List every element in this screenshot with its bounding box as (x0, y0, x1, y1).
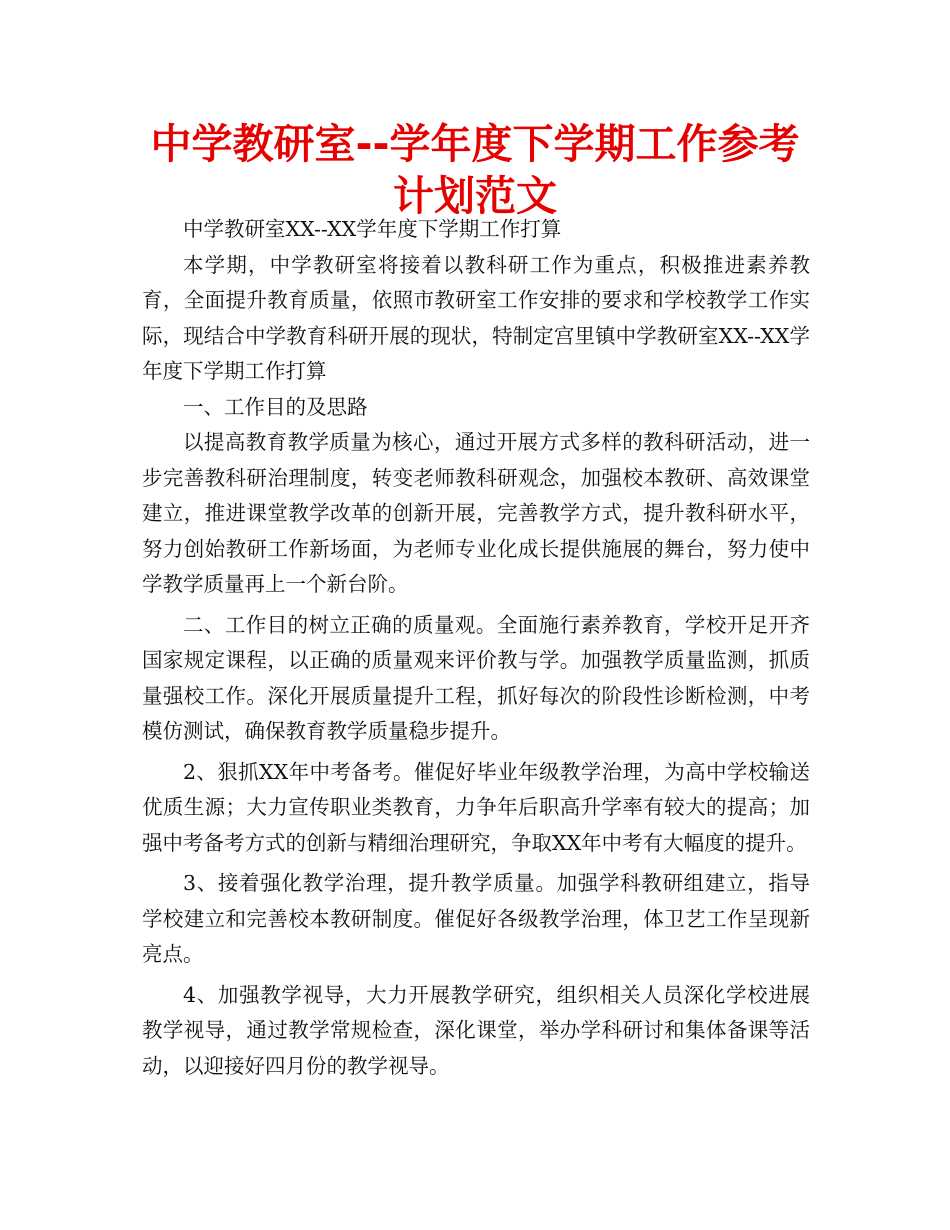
intro-paragraph: 本学期，中学教研室将接着以教科研工作为重点，积极推进素养教育，全面提升教育质量，依照市教研室工作安排的要求和学校教学工作实际，现结合中学教育科研开展的现状，特制定宫里镇中学教研室XX--XX学年度下学期工作打算 (142, 252, 810, 383)
exam-paragraph: 2、狠抓XX年中考备考。催促好毕业年级教学治理，为高中学校输送优质生源；大力宣传职业类教育，力争年后职高升学率有较大的提高；加强中考备考方式的创新与精细治理研究，争取XX年中考有大幅度的提升。 (142, 759, 810, 855)
management-paragraph: 3、接着强化教学治理，提升教学质量。加强学科教研组建立，指导学校建立和完善校本教研制度。催促好各级教学治理，体卫艺工作呈现新亮点。 (142, 871, 810, 966)
section-heading-goals: 一、工作目的及思路 (183, 394, 368, 419)
quality-paragraph: 二、工作目的树立正确的质量观。全面施行素养教育，学校开足开齐国家规定课程，以正确的质量观来评价教与学。加强教学质量监测，抓质量强校工作。深化开展质量提升工程，抓好每次的阶段性诊断检测，中考模仿测试，确保教育教学质量稳步提升。 (142, 612, 810, 743)
document-body (142, 212, 810, 1084)
goals-paragraph: 以提高教育教学质量为核心，通过开展方式多样的教科研活动，进一步完善教科研治理制度，转变老师教科研观念，加强校本教研、高效课堂建立，推进课堂教学改革的创新开展，完善教学方式，提升教科研水平，努力创始教研工作新场面，为老师专业化成长提供施展的舞台，努力使中学教学质量再上一个新台阶。 (142, 430, 810, 596)
document-title: 中学教研室--学年度下学期工作参考计划范文 (150, 120, 800, 220)
inspection-paragraph: 4、加强教学视导，大力开展教学研究，组织相关人员深化学校进展教学视导，通过教学常规检查，深化课堂，举办学科研讨和集体备课等活动，以迎接好四月份的教学视导。 (142, 982, 810, 1078)
subtitle-paragraph: 中学教研室XX--XX学年度下学期工作打算 (183, 217, 562, 241)
